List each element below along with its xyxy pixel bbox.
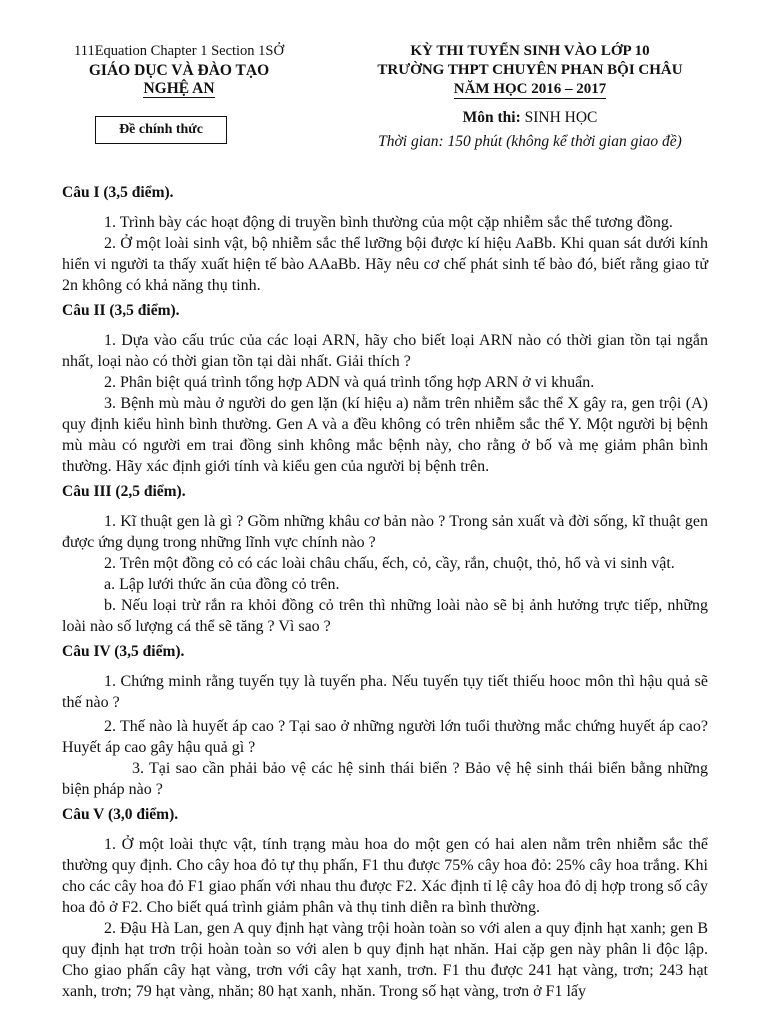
question-paragraph: 1. Dựa vào cấu trúc của các loại ARN, hãy cho biết loại ARN nào có thời gian tồn tại ngắn nhất, loại nào có thời gian tồn tại dài nhất. Giải thích ? bbox=[62, 332, 708, 370]
question-paragraph: 3. Bệnh mù màu ở người do gen lặn (kí hiệu a) nằm trên nhiễm sắc thể X gây ra, gen trội (A) quy định kiểu hình bình thường. Gen A và a đều không có trên nhiễm sắc thể Y. Một người bị bệnh mù màu có người em trai đồng sinh không mắc bệnh này, cho rằng ở bố và mẹ giảm phân bình thường. Hãy xác định giới tính và kiểu gen của người bị bệnh trên. bbox=[62, 395, 708, 475]
question-paragraph: 2. Đậu Hà Lan, gen A quy định hạt vàng trội hoàn toàn so với alen a quy định hạt xanh; gen B quy định hạt trơn trội hoàn toàn so với alen b quy định hạt nhăn. Hai cặp gen này phân li độc lập. Cho giao phấn cây hạt vàng, trơn với cây hạt xanh, trơn. F1 thu được 241 hạt vàng, trơn; 243 hạt xanh, trơn; 79 hạt vàng, nhăn; 80 hạt xanh, nhăn. Trong số hạt vàng, trơn ở F1 lấy bbox=[62, 920, 708, 1000]
question-title: Câu IV (3,5 điểm). bbox=[62, 643, 185, 660]
question-paragraph: b. Nếu loại trừ rắn ra khỏi đồng cỏ trên thì những loài nào sẽ bị ảnh hưởng trực tiếp, những loài nào số lượng cá thể sẽ tăng ? Vì sao ? bbox=[62, 597, 708, 635]
question-paragraph: 1. Chứng minh rằng tuyến tụy là tuyến pha. Nếu tuyến tụy tiết thiếu hooc môn thì hậu quả sẽ thế nào ? bbox=[62, 673, 708, 711]
question-2 bbox=[62, 300, 708, 477]
question-paragraph: 2. Trên một đồng cỏ có các loài châu chấu, ếch, cỏ, cầy, rắn, chuột, thỏ, hổ và vi sinh vật. bbox=[104, 555, 675, 572]
question-3 bbox=[62, 481, 708, 637]
question-paragraph: 1. Ở một loài thực vật, tính trạng màu hoa do một gen có hai alen nằm trên nhiễm sắc thể thường quy định. Cho cây hoa đỏ tự thụ phấn, F1 thu được 75% cây hoa đỏ: 25% cây hoa trắng. Khi cho các cây hoa đỏ F1 giao phấn với nhau thu được F2. Xác định tỉ lệ cây hoa đỏ dị hợp trong số cây hoa đỏ ở F2. Cho biết quá trình giảm phân và thụ tinh diễn ra bình thường. bbox=[62, 836, 708, 916]
question-title: Câu III (2,5 điểm). bbox=[62, 483, 186, 500]
issuer-block bbox=[44, 42, 314, 98]
question-title: Câu V (3,0 điểm). bbox=[62, 806, 179, 823]
question-4 bbox=[62, 641, 708, 800]
question-paragraph: a. Lập lưới thức ăn của đồng cỏ trên. bbox=[104, 576, 340, 593]
official-exam-label: Đề chính thức bbox=[95, 116, 227, 144]
question-1 bbox=[62, 182, 708, 296]
issuer-line-1: 111Equation Chapter 1 Section 1SỞ bbox=[74, 43, 284, 59]
question-title: Câu I (3,5 điểm). bbox=[62, 184, 174, 201]
questions-body bbox=[62, 178, 708, 1004]
subject-line bbox=[330, 108, 730, 128]
subject-value: SINH HỌC bbox=[524, 109, 598, 126]
issuer-line-3: NGHỆ AN bbox=[143, 80, 215, 97]
question-paragraph: 2. Thế nào là huyết áp cao ? Tại sao ở những người lớn tuổi thường mắc chứng huyết áp cao? Huyết áp cao gây hậu quả gì ? bbox=[62, 718, 708, 756]
school-year: NĂM HỌC 2016 – 2017 bbox=[453, 81, 607, 97]
subject-label: Môn thi: bbox=[462, 109, 521, 126]
question-paragraph: 1. Trình bày các hoạt động di truyền bình thường của một cặp nhiễm sắc thể tương đồng. bbox=[104, 214, 673, 231]
question-paragraph: 1. Kĩ thuật gen là gì ? Gồm những khâu cơ bản nào ? Trong sản xuất và đời sống, kĩ thuật gen được ứng dụng trong những lĩnh vực chính nào ? bbox=[62, 513, 708, 551]
school-name: TRƯỜNG THPT CHUYÊN PHAN BỘI CHÂU bbox=[377, 62, 683, 78]
time-note: Thời gian: 150 phút (không kể thời gian giao đề) bbox=[378, 133, 682, 150]
question-5 bbox=[62, 804, 708, 1002]
exam-title: KỲ THI TUYỂN SINH VÀO LỚP 10 bbox=[410, 43, 650, 59]
question-paragraph: 2. Phân biệt quá trình tổng hợp ADN và quá trình tổng hợp ARN ở vi khuẩn. bbox=[104, 374, 595, 391]
question-title: Câu II (3,5 điểm). bbox=[62, 302, 180, 319]
question-paragraph: 3. Tại sao cần phải bảo vệ các hệ sinh thái biển ? Bảo vệ hệ sinh thái biển bằng những biện pháp nào ? bbox=[62, 760, 708, 798]
question-paragraph: 2. Ở một loài sinh vật, bộ nhiễm sắc thể lưỡng bội được kí hiệu AaBb. Khi quan sát dưới kính hiển vi người ta thấy xuất hiện tế bào AAaBb. Hãy nêu cơ chế phát sinh tế bào đó, biết rằng giao tử 2n không có khả năng thụ tinh. bbox=[62, 235, 708, 294]
issuer-line-2: GIÁO DỤC VÀ ĐÀO TẠO bbox=[88, 62, 270, 79]
exam-info-block bbox=[330, 42, 730, 153]
